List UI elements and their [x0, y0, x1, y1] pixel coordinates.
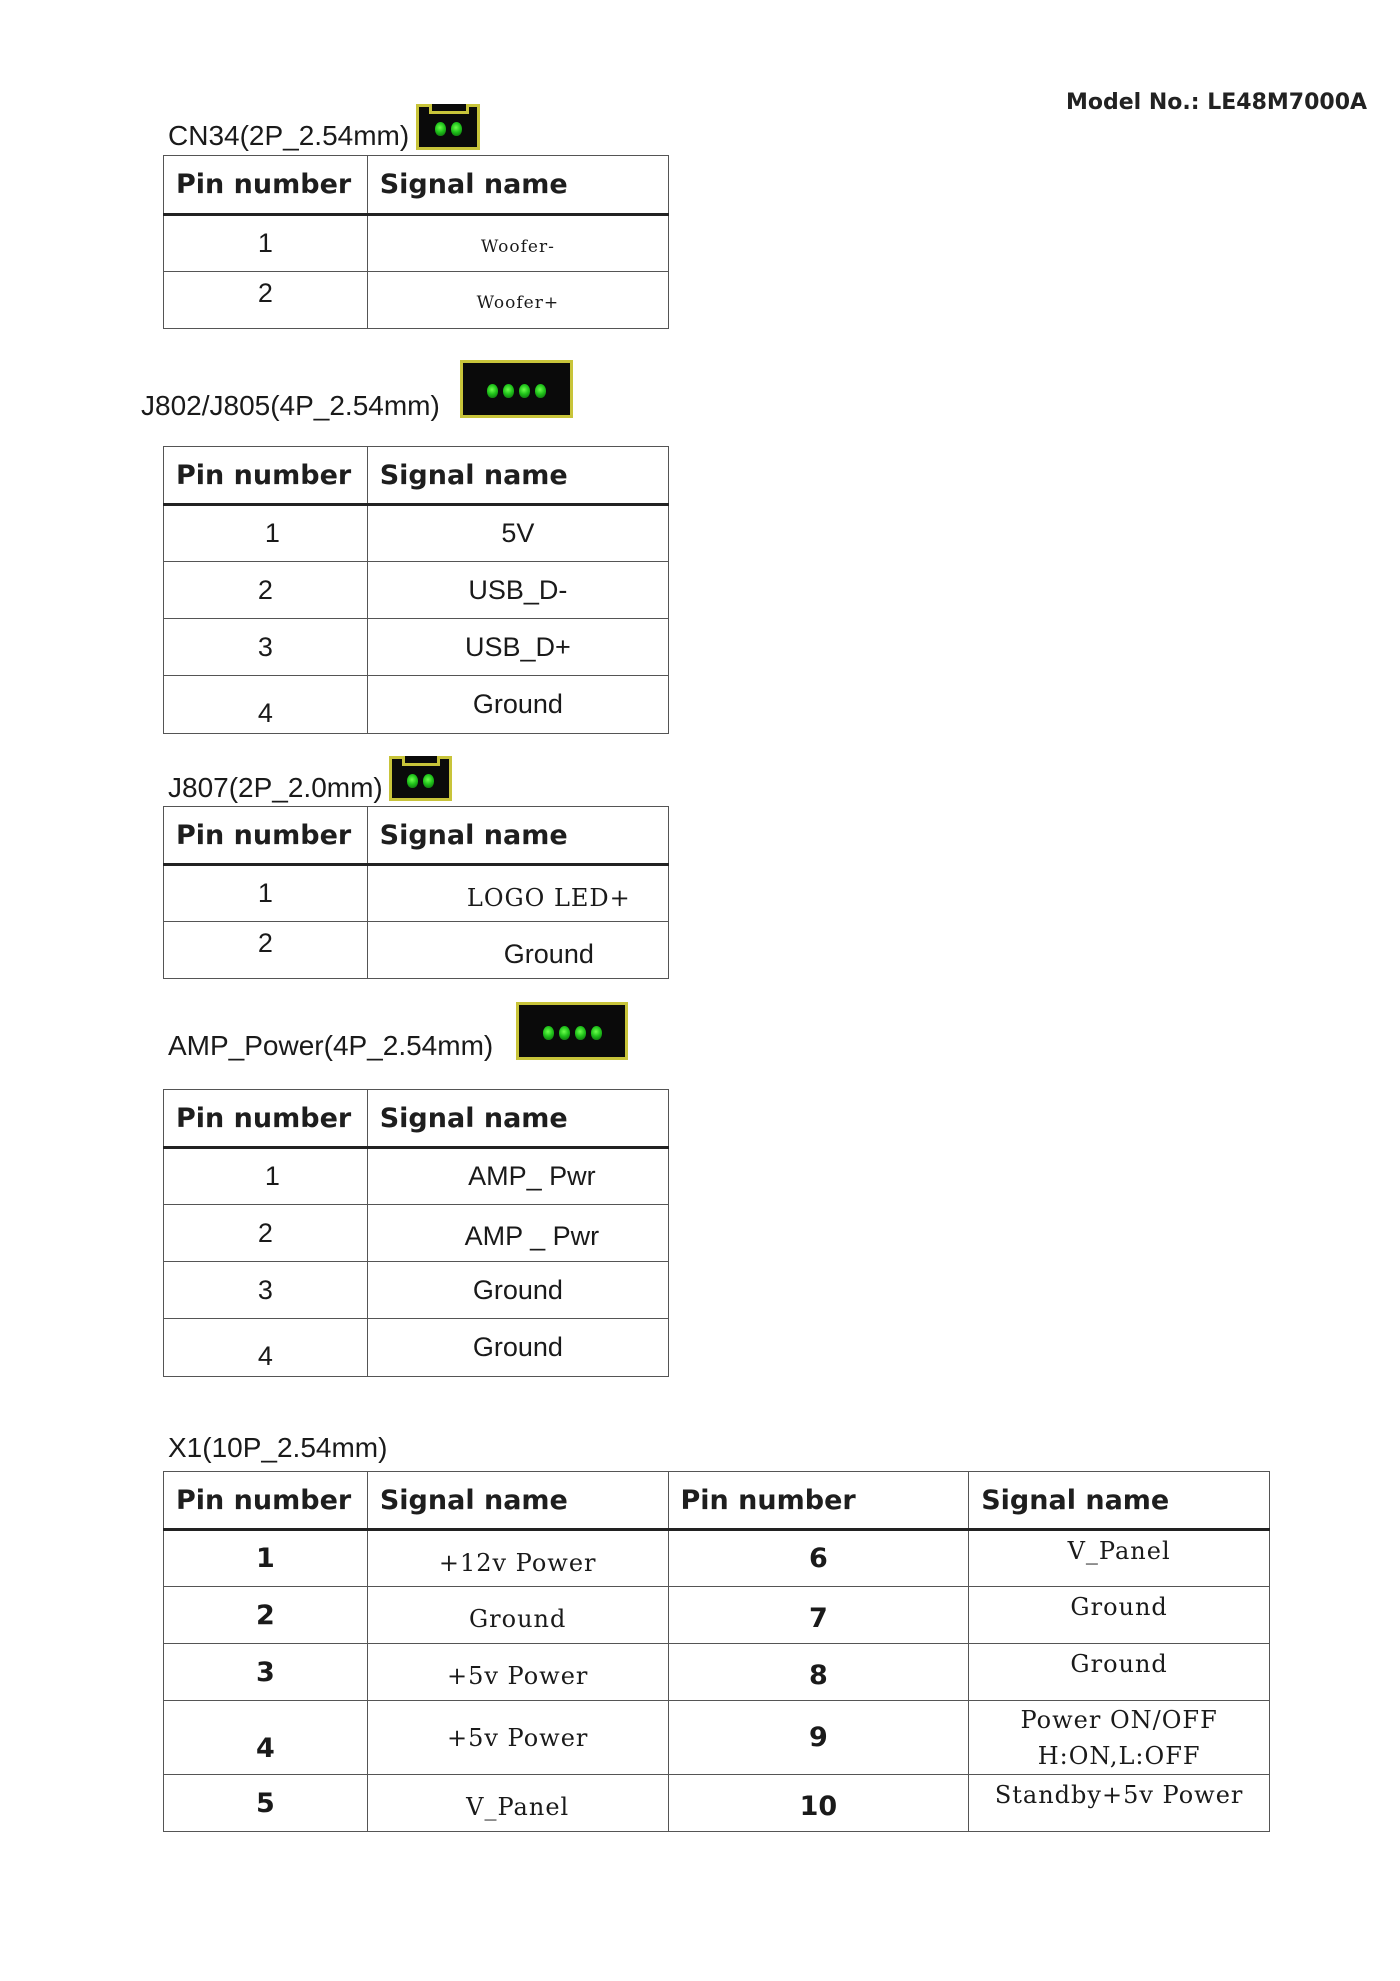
pin-cell: 1 [164, 1148, 368, 1205]
pin-cell: 4 [164, 1319, 368, 1377]
pin-cell: 4 [164, 676, 368, 734]
signal-cell: V_Panel [969, 1530, 1270, 1587]
table-row [164, 505, 669, 562]
table-row [164, 1775, 1270, 1832]
signal-line: Power ON/OFF [1020, 1705, 1218, 1734]
signal-cell: AMP _ Pwr [367, 1205, 668, 1262]
pin-cell: 9 [668, 1701, 969, 1775]
pin-cell: 10 [668, 1775, 969, 1832]
pin-cell: 4 [164, 1701, 368, 1775]
signal-cell: Ground [969, 1644, 1270, 1701]
signal-cell: Standby+5v Power [969, 1775, 1270, 1832]
pin-cell: 3 [164, 1644, 368, 1701]
x1-table [163, 1471, 1270, 1832]
header-signal-name: Signal name [367, 156, 668, 215]
table-row [164, 1701, 1270, 1775]
pin-cell: 2 [164, 1205, 368, 1262]
header-pin-number: Pin number [164, 1472, 368, 1530]
header-pin-number: Pin number [164, 807, 368, 865]
j802-connector-icon [460, 360, 573, 418]
signal-cell: +5v Power [367, 1644, 668, 1701]
pin-cell: 2 [164, 1587, 368, 1644]
x1-title: X1(10P_2.54mm) [168, 1432, 388, 1463]
table-row [164, 1148, 669, 1205]
pin-cell: 2 [164, 922, 368, 979]
signal-cell: Ground [367, 922, 668, 979]
header-pin-number: Pin number [164, 447, 368, 505]
table-row [164, 272, 669, 329]
signal-cell: Ground [367, 1587, 668, 1644]
signal-cell: V_Panel [367, 1775, 668, 1832]
table-row [164, 619, 669, 676]
j807-table [163, 806, 669, 979]
pin-cell: 7 [668, 1587, 969, 1644]
header-pin-number: Pin number [164, 1090, 368, 1148]
model-number: Model No.: LE48M7000A [1066, 90, 1368, 115]
amp-power-title: AMP_Power(4P_2.54mm) [168, 1030, 494, 1061]
table-row [164, 562, 669, 619]
table-row [164, 1530, 1270, 1587]
pin-cell: 5 [164, 1775, 368, 1832]
signal-cell: +12v Power [367, 1530, 668, 1587]
pin-cell: 1 [164, 505, 368, 562]
pin-cell: 8 [668, 1644, 969, 1701]
signal-cell: Ground [367, 1262, 668, 1319]
header-pin-number: Pin number [668, 1472, 969, 1530]
pin-cell: 1 [164, 865, 368, 922]
pin-cell: 2 [164, 562, 368, 619]
signal-cell: Woofer+ [367, 272, 668, 329]
pin-cell: 3 [164, 619, 368, 676]
j802-title: J802/J805(4P_2.54mm) [141, 390, 440, 421]
table-row [164, 1587, 1270, 1644]
header-pin-number: Pin number [164, 156, 368, 215]
signal-cell: Ground [969, 1587, 1270, 1644]
amp-power-connector-icon [516, 1002, 628, 1060]
table-row [164, 1262, 669, 1319]
signal-cell: USB_D- [367, 562, 668, 619]
pin-cell: 1 [164, 215, 368, 272]
pin-cell: 2 [164, 272, 368, 329]
signal-cell: Woofer- [367, 215, 668, 272]
cn34-connector-icon [416, 104, 480, 150]
header-signal-name: Signal name [367, 1472, 668, 1530]
header-signal-name: Signal name [367, 447, 668, 505]
signal-cell: Ground [367, 676, 668, 734]
header-signal-name: Signal name [367, 1090, 668, 1148]
signal-line: H:ON,L:OFF [1037, 1741, 1201, 1770]
table-row [164, 865, 669, 922]
table-row [164, 922, 669, 979]
j807-title: J807(2P_2.0mm) [168, 772, 383, 803]
cn34-table [163, 155, 669, 329]
pin-cell: 6 [668, 1530, 969, 1587]
header-signal-name: Signal name [367, 807, 668, 865]
table-row [164, 215, 669, 272]
signal-cell [969, 1701, 1270, 1775]
table-row [164, 1644, 1270, 1701]
signal-cell: Ground [367, 1319, 668, 1377]
table-row [164, 1319, 669, 1377]
j807-connector-icon [389, 756, 452, 801]
signal-cell: AMP_ Pwr [367, 1148, 668, 1205]
j802-table [163, 446, 669, 734]
signal-cell: 5V [367, 505, 668, 562]
table-row [164, 676, 669, 734]
pin-cell: 1 [164, 1530, 368, 1587]
table-row [164, 1205, 669, 1262]
cn34-title: CN34(2P_2.54mm) [168, 120, 410, 151]
signal-cell: +5v Power [367, 1701, 668, 1775]
amp-power-table [163, 1089, 669, 1377]
header-signal-name: Signal name [969, 1472, 1270, 1530]
signal-cell: LOGO LED+ [367, 865, 668, 922]
pin-cell: 3 [164, 1262, 368, 1319]
signal-cell: USB_D+ [367, 619, 668, 676]
